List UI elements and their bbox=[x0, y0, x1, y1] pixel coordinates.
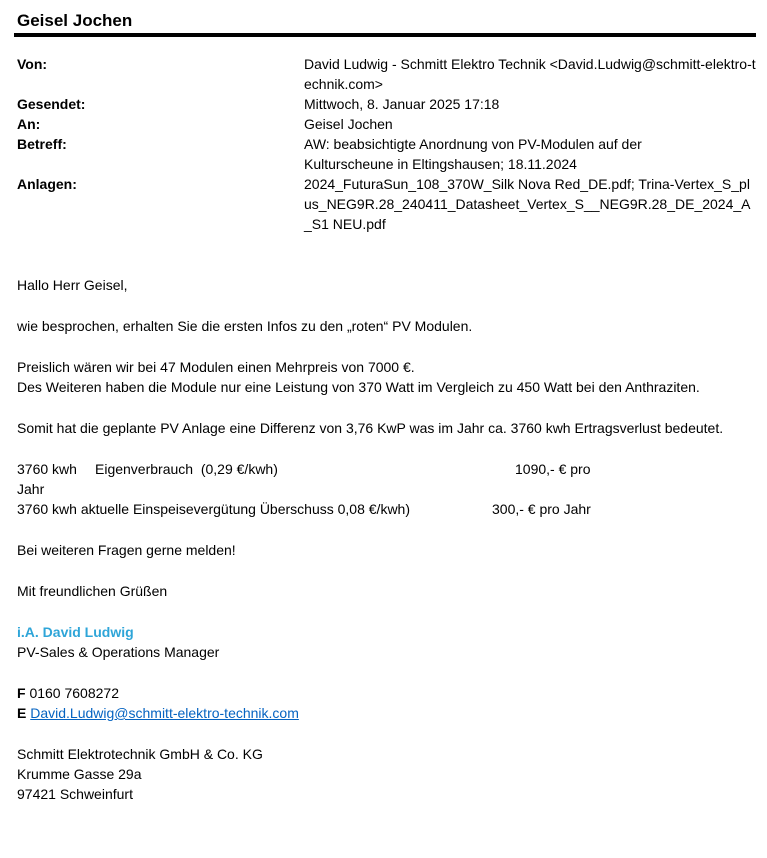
signature-company: Schmitt Elektrotechnik GmbH & Co. KG bbox=[17, 746, 263, 762]
signature-email bbox=[17, 703, 747, 723]
attachments-label: Anlagen: bbox=[17, 176, 77, 192]
signature-city: 97421 Schweinfurt bbox=[17, 786, 133, 802]
from-value: David Ludwig - Schmitt Elektro Technik <David.Ludwig@schmitt-elektro-technik.com> bbox=[304, 56, 756, 92]
signature-phone bbox=[17, 683, 747, 703]
to-label: An: bbox=[17, 116, 41, 132]
phone-label: F bbox=[17, 685, 26, 701]
email-body bbox=[17, 275, 747, 804]
calc1-amount: 3760 kwh bbox=[17, 461, 77, 477]
signature-street: Krumme Gasse 29a bbox=[17, 766, 142, 782]
paragraph-difference: Somit hat die geplante PV Anlage eine Differenz von 3,76 KwP was im Jahr ca. 3760 kwh Ertragsverlust bedeutet. bbox=[17, 420, 724, 436]
attachments-value[interactable]: 2024_FuturaSun_108_370W_Silk Nova Red_DE.pdf; Trina-Vertex_S_plus_NEG9R.28_240411_Datasheet_Vertex_S__NEG9R.28_DE_2024_A_S1 NEU.pdf bbox=[304, 176, 751, 232]
subject-label: Betreff: bbox=[17, 136, 67, 152]
calc1-description: Eigenverbrauch (0,29 €/kwh) bbox=[95, 461, 278, 477]
page-title: Geisel Jochen bbox=[17, 11, 133, 30]
header-row-attachments bbox=[17, 174, 757, 234]
phone-value: 0160 7608272 bbox=[29, 685, 119, 701]
closing-question: Bei weiteren Fragen gerne melden! bbox=[17, 542, 236, 558]
to-value: Geisel Jochen bbox=[304, 116, 393, 132]
calc1-wrap: Jahr bbox=[17, 481, 45, 497]
calc2-description: 3760 kwh aktuelle Einspeisevergütung Überschuss 0,08 €/kwh) bbox=[17, 501, 411, 517]
email-header bbox=[17, 54, 757, 234]
sent-value: Mittwoch, 8. Januar 2025 17:18 bbox=[304, 96, 500, 112]
calc-row-feed-in bbox=[17, 499, 747, 519]
signature-name: i.A. David Ludwig bbox=[17, 624, 134, 640]
calc1-value: 1090,- € pro bbox=[515, 461, 591, 477]
regards: Mit freundlichen Grüßen bbox=[17, 583, 168, 599]
header-row-to bbox=[17, 114, 757, 134]
header-row-sent bbox=[17, 94, 757, 114]
calc2-value: 300,- € pro Jahr bbox=[492, 501, 591, 517]
header-row-subject bbox=[17, 134, 757, 174]
greeting: Hallo Herr Geisel, bbox=[17, 277, 128, 293]
paragraph-power: Des Weiteren haben die Module nur eine Leistung von 370 Watt im Vergleich zu 450 Watt bei den Anthraziten. bbox=[17, 379, 700, 395]
subject-value: AW: beabsichtigte Anordnung von PV-Modulen auf der Kulturscheune in Eltingshausen; 18.11.2024 bbox=[304, 136, 642, 172]
calc-row-self-consumption bbox=[17, 459, 747, 479]
sent-label: Gesendet: bbox=[17, 96, 86, 112]
from-label: Von: bbox=[17, 56, 48, 72]
email-label: E bbox=[17, 705, 27, 721]
email-link[interactable]: David.Ludwig@schmitt-elektro-technik.com bbox=[30, 705, 299, 721]
paragraph-intro: wie besprochen, erhalten Sie die ersten Infos zu den „roten“ PV Modulen. bbox=[17, 318, 473, 334]
signature-role: PV-Sales & Operations Manager bbox=[17, 644, 220, 660]
header-row-from bbox=[17, 54, 757, 94]
paragraph-price: Preislich wären wir bei 47 Modulen einen Mehrpreis von 7000 €. bbox=[17, 359, 415, 375]
title-divider bbox=[14, 33, 756, 37]
